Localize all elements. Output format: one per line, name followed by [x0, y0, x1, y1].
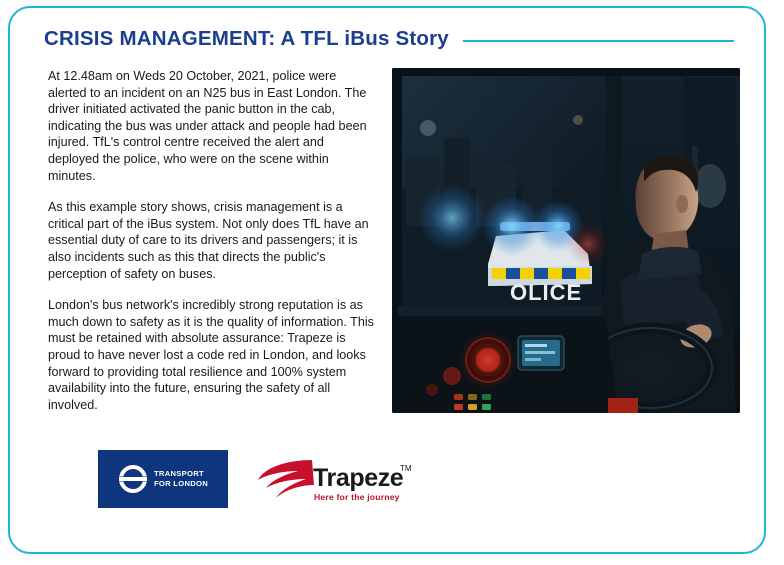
- tfl-roundel-icon: [118, 464, 148, 494]
- trapeze-wordmark: Trapeze: [313, 464, 404, 492]
- bus-driver-night-photo: [392, 68, 740, 413]
- tfl-logo-line1: TRANSPORT: [153, 469, 204, 478]
- trapeze-logo: [256, 454, 426, 508]
- tfl-logo-text: [154, 469, 208, 489]
- body-paragraph: As this example story shows, crisis management is a critical part of the iBus system. Not only does TfL have an essential duty of care to its drivers and passengers; it is also incidents such as this that directs the public's perception of safety on buses.: [48, 200, 369, 281]
- body-column: [48, 68, 378, 428]
- trapeze-tagline: Here for the journey: [314, 492, 400, 502]
- tfl-logo-line2: FOR LONDON: [153, 479, 209, 488]
- title-row: [44, 22, 734, 56]
- logo-row: [56, 450, 412, 514]
- page-title: CRISIS MANAGEMENT: A TFL iBus Story: [44, 27, 449, 50]
- story-card: [8, 6, 766, 554]
- svg-text:OLICE: OLICE: [510, 280, 583, 305]
- body-paragraph: At 12.48am on Weds 20 October, 2021, police were alerted to an incident on an N25 bus in East London. The driver initiated activated the panic button in the cab, indicating the bus was under attack and people had been injured. TfL's control centre received the alert and deployed the police, who were on the scene within minutes.: [48, 69, 367, 183]
- title-divider: [463, 40, 734, 42]
- content-area: [48, 68, 736, 534]
- trapeze-trademark: TM: [400, 464, 412, 473]
- body-paragraph: London's bus network's incredibly strong reputation is as much down to safety as it is the quality of information. This must be retained with absolute assurance: Trapeze is proud to have never lost a code red in London, and looks forward to providing total resilience and 100% system availability into the future, ensuring the safety of all involved.: [48, 298, 374, 412]
- tfl-logo: [98, 450, 228, 508]
